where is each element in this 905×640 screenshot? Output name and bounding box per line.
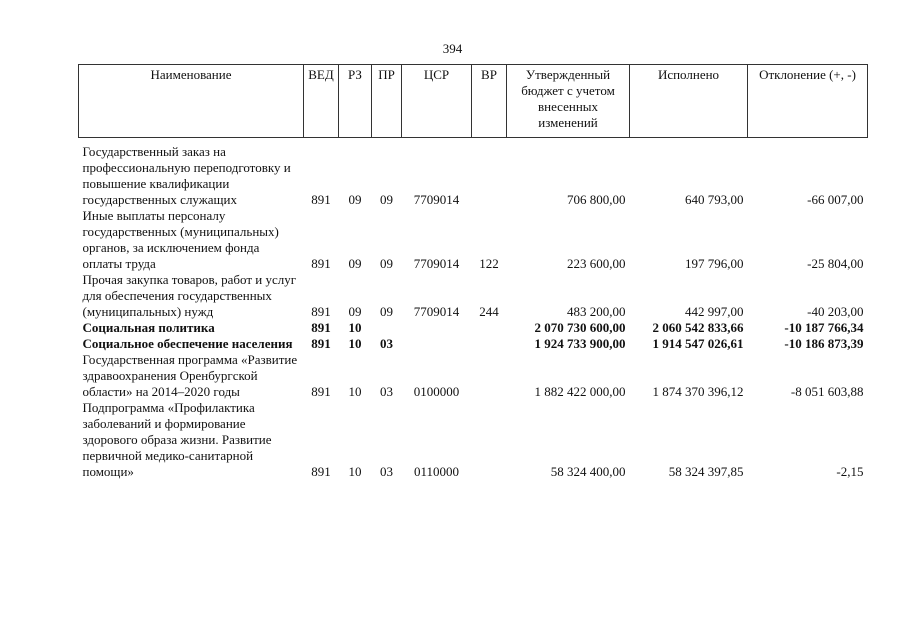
row-name: Социальное обеспечение населения [82,336,293,351]
row-approved: 483 200,00 [567,304,626,319]
row-approved: 706 800,00 [567,192,626,207]
row-name: Прочая закупка товаров, работ и услуг для обеспечения государственных (муниципальных) нужд [82,272,297,319]
row-vr [472,144,507,208]
row-csr [402,320,472,336]
row-csr: 7709014 [413,304,460,319]
header-ved: ВЕД [304,65,339,138]
row-approved: 1 882 422 000,00 [534,384,626,399]
table-row [79,352,868,400]
row-deviation: -25 804,00 [807,256,864,271]
header-executed: Исполнено [630,65,748,138]
row-ved: 891 [311,320,331,335]
table-row [79,336,868,352]
row-pr: 03 [380,464,393,479]
row-approved: 2 070 730 600,00 [534,320,626,335]
row-rz: 09 [348,256,362,271]
row-executed: 442 997,00 [685,304,744,319]
row-ved: 891 [311,304,331,319]
row-executed: 197 796,00 [685,256,744,271]
header-vr: ВР [472,65,507,138]
header-csr: ЦСР [402,65,472,138]
row-rz: 09 [348,192,362,207]
row-approved: 58 324 400,00 [550,464,626,479]
row-executed: 1 914 547 026,61 [652,336,744,351]
row-deviation: -2,15 [836,464,864,479]
row-executed: 1 874 370 396,12 [652,384,744,399]
table-row [79,208,868,272]
row-ved: 891 [311,384,331,399]
row-vr [472,336,507,352]
row-vr: 244 [479,304,499,319]
header-deviation: Отклонение (+, -) [748,65,868,138]
row-ved: 891 [311,464,331,479]
row-csr: 7709014 [413,192,460,207]
budget-table [78,64,868,480]
table-row [79,400,868,480]
row-executed: 2 060 542 833,66 [652,320,744,335]
header-pr: ПР [372,65,402,138]
row-name: Социальная политика [82,320,215,335]
row-deviation: -10 186 873,39 [784,336,864,351]
row-vr [472,352,507,400]
header-approved: Утвержденный бюджет с учетом внесенных изменений [507,65,630,138]
row-executed: 640 793,00 [685,192,744,207]
row-deviation: -10 187 766,34 [784,320,864,335]
row-rz: 10 [348,384,362,399]
row-pr: 09 [380,256,393,271]
row-vr: 122 [479,256,499,271]
table-row [79,272,868,320]
row-executed: 58 324 397,85 [668,464,744,479]
row-ved: 891 [311,256,331,271]
row-name: Государственная программа «Развитие здравоохранения Оренбургской области» на 2014–2020 годы [82,352,298,399]
table-row [79,320,868,336]
table-row [79,144,868,208]
row-rz: 10 [348,336,362,351]
row-deviation: -40 203,00 [807,304,864,319]
row-name: Подпрограмма «Профилактика заболеваний и формирование здорового образа жизни. Развитие первичной медико-санитарной помощи» [82,400,272,479]
row-name: Иные выплаты персоналу государственных (муниципальных) органов, за исключением фонда оплаты труда [82,208,279,271]
row-ved: 891 [311,192,331,207]
row-name: Государственный заказ на профессиональную переподготовку и повышение квалификации государственных служащих [82,144,291,207]
row-csr: 0110000 [413,464,460,479]
row-vr [472,400,507,480]
row-pr [372,320,402,336]
row-deviation: -66 007,00 [807,192,864,207]
row-pr: 09 [380,304,393,319]
row-rz: 10 [348,320,362,335]
row-approved: 223 600,00 [567,256,626,271]
row-rz: 09 [348,304,362,319]
row-csr: 7709014 [413,256,460,271]
row-csr [402,336,472,352]
row-vr [472,320,507,336]
page-number: 394 [442,41,463,56]
row-deviation: -8 051 603,88 [790,384,864,399]
row-ved: 891 [311,336,331,351]
row-rz: 10 [348,464,362,479]
header-name: Наименование [79,65,304,138]
table-header-row [79,65,868,138]
row-pr: 03 [380,384,393,399]
header-rz: РЗ [339,65,372,138]
row-csr: 0100000 [413,384,460,399]
row-approved: 1 924 733 900,00 [534,336,626,351]
row-pr: 03 [380,336,393,351]
row-pr: 09 [380,192,393,207]
